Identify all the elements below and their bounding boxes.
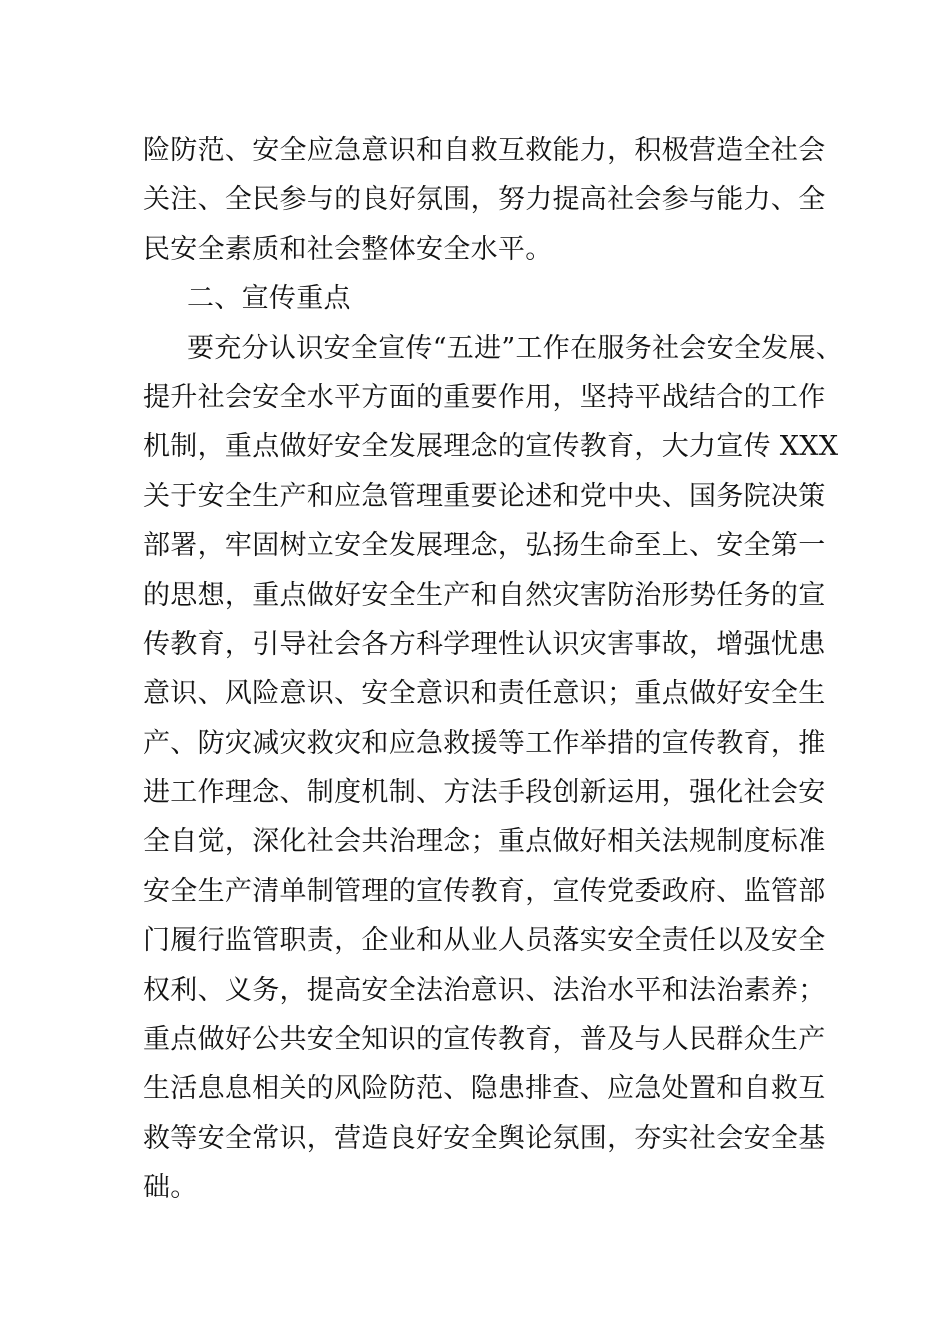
paragraph-line: 关于安全生产和应急管理重要论述和党中央、国务院决策 [143, 480, 826, 512]
paragraph-line: 部署，牢固树立安全发展理念，弘扬生命至上、安全第一 [143, 530, 826, 562]
paragraph-line: 传教育，引导社会各方科学理性认识灾害事故，增强忧患 [143, 628, 826, 660]
paragraph-line: 救等安全常识，营造良好安全舆论氛围，夯实社会安全基 [143, 1122, 826, 1154]
section-heading: 二、宣传重点 [187, 283, 351, 315]
body-text [143, 126, 843, 1213]
paragraph-line: 全自觉，深化社会共治理念；重点做好相关法规制度标准 [143, 826, 826, 858]
paragraph-line: 关注、全民参与的良好氛围，努力提高社会参与能力、全 [143, 184, 826, 216]
paragraph-line: 要充分认识安全宣传“五进”工作在服务社会安全发展、 [187, 332, 844, 364]
paragraph-line: 门履行监管职责，企业和从业人员落实安全责任以及安全 [143, 925, 826, 957]
paragraph-line: 安全生产清单制管理的宣传教育，宣传党委政府、监管部 [143, 875, 826, 907]
paragraph-line: 提升社会安全水平方面的重要作用，坚持平战结合的工作 [143, 381, 826, 413]
paragraph-line: 生活息息相关的风险防范、隐患排查、应急处置和自救互 [143, 1073, 826, 1105]
paragraph-line: 民安全素质和社会整体安全水平。 [143, 233, 553, 265]
paragraph-line: 产、防灾减灾救灾和应急救援等工作举措的宣传教育，推 [143, 727, 826, 759]
paragraph-line: 础。 [143, 1172, 198, 1204]
paragraph-line: 机制，重点做好安全发展理念的宣传教育，大力宣传 XXX [143, 431, 839, 463]
paragraph-line: 险防范、安全应急意识和自救互救能力，积极营造全社会 [143, 135, 826, 166]
paragraph-line: 进工作理念、制度机制、方法手段创新运用，强化社会安 [143, 777, 826, 809]
paragraph-line: 重点做好公共安全知识的宣传教育，普及与人民群众生产 [143, 1024, 826, 1056]
paragraph-line: 的思想，重点做好安全生产和自然灾害防治形势任务的宣 [143, 579, 826, 611]
paragraph-line: 权利、义务，提高安全法治意识、法治水平和法治素养； [143, 974, 826, 1006]
paragraph-line: 意识、风险意识、安全意识和责任意识；重点做好安全生 [143, 678, 826, 710]
